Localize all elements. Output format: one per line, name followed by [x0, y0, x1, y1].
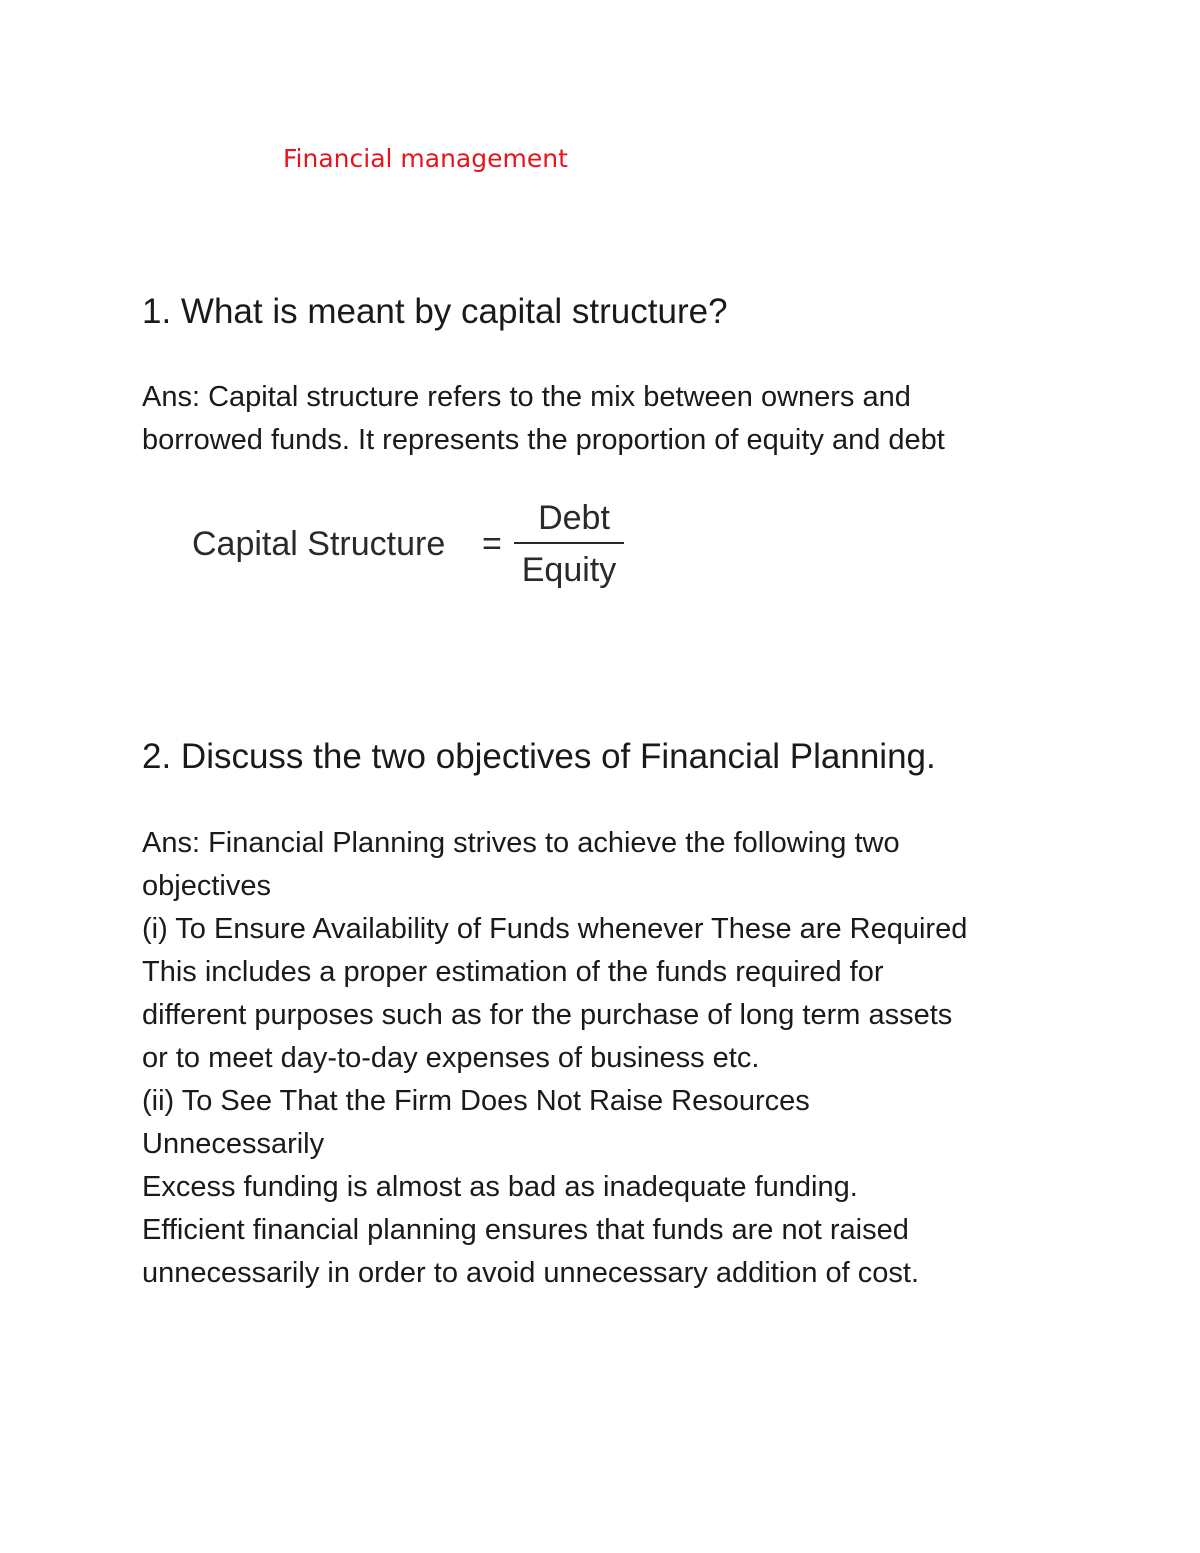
formula-equals-sign: =	[482, 525, 502, 563]
answer-2-line: (i) To Ensure Availability of Funds whenever These are Required	[142, 913, 968, 945]
capital-structure-formula	[192, 495, 642, 605]
formula-numerator: Debt	[538, 499, 610, 537]
answer-1-line: borrowed funds. It represents the proportion of equity and debt	[142, 424, 945, 456]
answer-2-line: Excess funding is almost as bad as inadequate funding.	[142, 1171, 858, 1203]
answer-2-line: Unnecessarily	[142, 1128, 325, 1160]
formula-lhs: Capital Structure	[192, 525, 446, 563]
formula-denominator: Equity	[521, 551, 617, 589]
document-title: Financial management	[283, 144, 568, 173]
answer-2-line: Ans: Financial Planning strives to achieve the following two	[142, 827, 900, 859]
question-1: 1. What is meant by capital structure?	[142, 292, 728, 331]
answer-2-line: Efficient financial planning ensures that funds are not raised	[142, 1214, 909, 1246]
answer-2-line: or to meet day-to-day expenses of business etc.	[142, 1042, 760, 1074]
answer-2-line: different purposes such as for the purchase of long term assets	[142, 999, 953, 1031]
answer-2-line: objectives	[142, 870, 271, 902]
answer-2-line: unnecessarily in order to avoid unnecessary addition of cost.	[142, 1257, 919, 1289]
answer-2-line: (ii) To See That the Firm Does Not Raise Resources	[142, 1085, 810, 1117]
answer-1	[142, 376, 1072, 462]
formula-fraction-bar	[514, 542, 624, 544]
answer-1-line: Ans: Capital structure refers to the mix between owners and	[142, 381, 911, 413]
question-2: 2. Discuss the two objectives of Financial Planning.	[142, 737, 936, 776]
answer-2-line: This includes a proper estimation of the funds required for	[142, 956, 884, 988]
answer-2	[142, 822, 1072, 1295]
